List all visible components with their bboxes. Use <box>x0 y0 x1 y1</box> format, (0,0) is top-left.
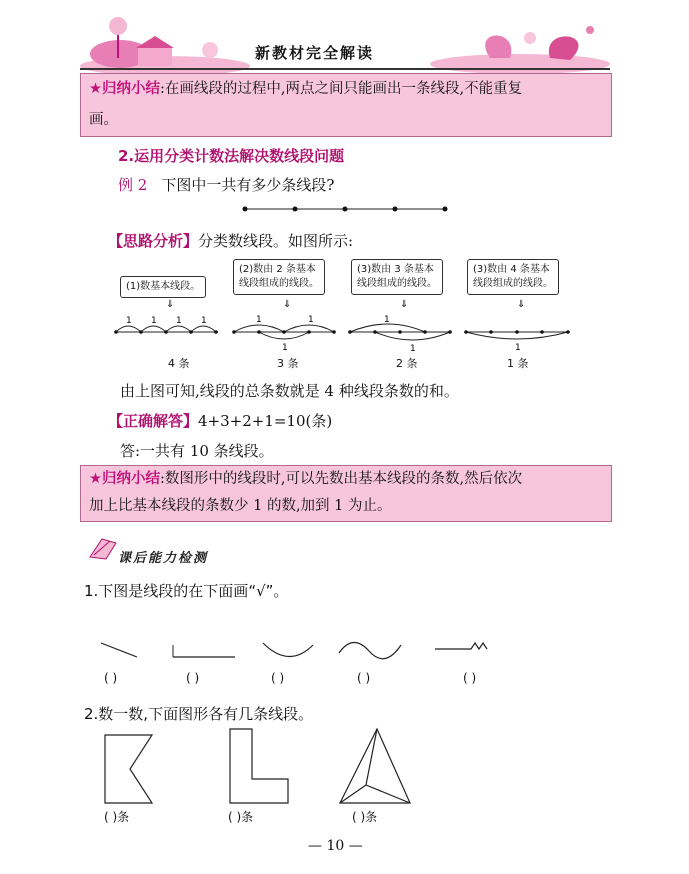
summary-text: :数图形中的线段时,可以先数出基本线段的条数,然后依次 <box>160 471 523 487</box>
segment-count: 3 条 <box>277 357 299 370</box>
category-text: (3)数由 3 条基本 <box>357 264 434 275</box>
category-box-4 <box>467 259 559 295</box>
q2-shapes <box>100 725 420 814</box>
answer-blank[interactable]: ( ) <box>357 671 371 685</box>
analysis-conclusion: 由上图可知,线段的总条数就是 4 种线段条数的和。 <box>120 382 459 400</box>
answer-blank[interactable]: ( )条 <box>352 810 378 824</box>
answer-blank[interactable]: ( )条 <box>104 810 130 824</box>
summary-box-2 <box>80 465 612 522</box>
arc-label: 1 <box>308 315 314 325</box>
segment-count: 2 条 <box>396 357 418 370</box>
answer-line <box>108 410 332 431</box>
category-box-2 <box>233 259 325 295</box>
category-text: (2)数由 2 条基本 <box>239 264 316 275</box>
section-title: 2.运用分类计数法解决数线段问题 <box>118 147 345 165</box>
answer-formula: 4+3+2+1=10(条) <box>198 412 333 430</box>
answer-final: 答:一共有 10 条线段。 <box>120 442 274 460</box>
category-box-3 <box>351 259 443 295</box>
answer-blank[interactable]: ( ) <box>463 671 477 685</box>
page-number: — 10 — <box>308 838 363 854</box>
answer-tag: 【正确解答】 <box>108 412 199 430</box>
pen-icon <box>88 535 118 565</box>
category-text: (3)数由 4 条基本 <box>473 264 550 275</box>
category-box-1 <box>120 276 206 298</box>
summary-text: 画。 <box>89 112 118 128</box>
arc-label: 1 <box>256 315 262 325</box>
category-text: 线段组成的线段。 <box>239 278 319 289</box>
arc-label: 1 <box>384 315 390 325</box>
summary-text: :在画线段的过程中,两点之间只能画出一条线段,不能重复 <box>160 81 523 97</box>
down-arrow-icon: ⇓ <box>283 299 292 310</box>
arc-label: 1 <box>201 316 207 326</box>
summary-label: ★归纳小结 <box>89 471 160 487</box>
question-2: 2.数一数,下面图形各有几条线段。 <box>84 705 314 723</box>
segment-count: 4 条 <box>168 357 190 370</box>
category-text: 线段组成的线段。 <box>357 278 437 289</box>
down-arrow-icon: ⇓ <box>400 299 409 310</box>
summary-text: 加上比基本线段的条数少 1 的数,加到 1 为止。 <box>89 498 392 514</box>
answer-blank[interactable]: ( ) <box>271 671 285 685</box>
header-title: 新教材完全解读 <box>255 44 375 62</box>
answer-blank[interactable]: ( )条 <box>228 810 254 824</box>
question-1: 1.下图是线段的在下面画“√”。 <box>84 582 289 600</box>
example-heading <box>118 174 334 195</box>
summary-label: ★归纳小结 <box>89 81 160 97</box>
q1-shapes <box>95 635 515 669</box>
analysis-text: 分类数线段。如图所示: <box>198 232 354 250</box>
analysis-line <box>108 230 353 251</box>
arc-label: 1 <box>410 344 416 352</box>
arc-label: 1 <box>282 343 288 352</box>
arc-label: 1 <box>515 343 521 352</box>
arc-label: 1 <box>151 316 157 326</box>
analysis-tag: 【思路分析】 <box>108 232 199 250</box>
header-rule <box>80 68 610 70</box>
after-class-title: 课后能力检测 <box>118 551 209 566</box>
summary-box-1 <box>80 73 612 137</box>
category-text: 线段组成的线段。 <box>473 278 553 289</box>
answer-blank[interactable]: ( ) <box>186 671 200 685</box>
down-arrow-icon: ⇓ <box>166 299 175 310</box>
down-arrow-icon: ⇓ <box>517 299 526 310</box>
answer-blank[interactable]: ( ) <box>104 671 118 685</box>
example-label: 例 2 <box>118 176 148 194</box>
segment-diagrams <box>112 312 582 356</box>
example-points-figure <box>240 200 450 219</box>
category-text: (1)数基本线段。 <box>126 281 201 292</box>
arc-label: 1 <box>126 316 132 326</box>
arc-label: 1 <box>176 316 182 326</box>
segment-count: 1 条 <box>507 357 529 370</box>
example-question: 下图中一共有多少条线段? <box>161 176 335 194</box>
